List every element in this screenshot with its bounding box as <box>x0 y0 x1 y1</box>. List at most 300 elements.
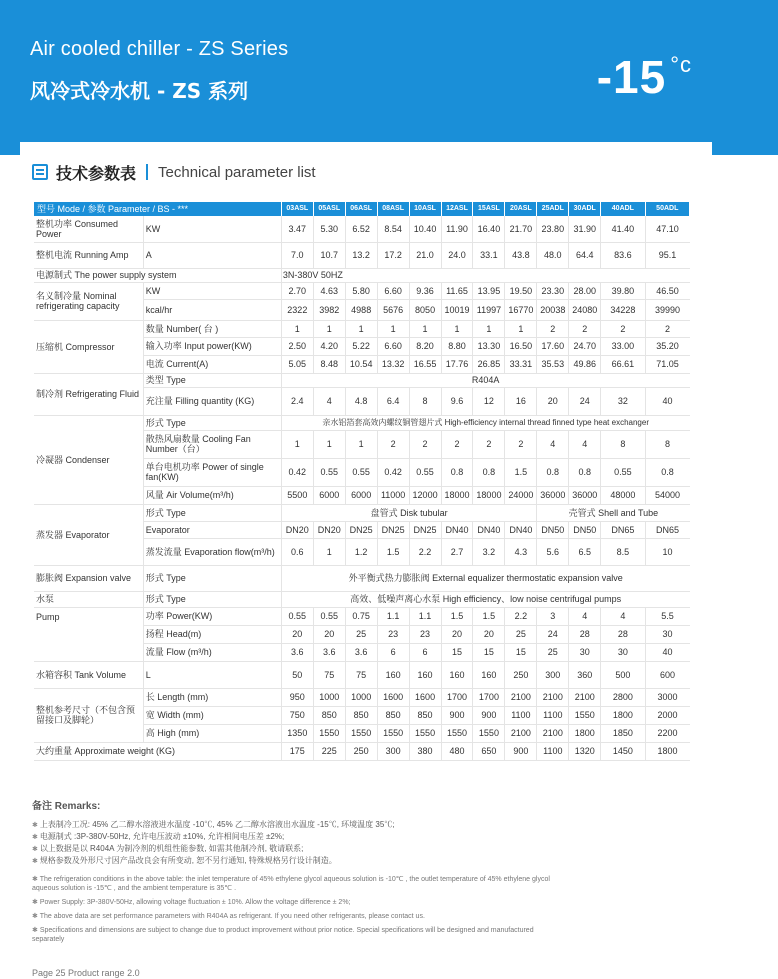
value-cell: 0.55 <box>601 458 645 486</box>
value-cell: 2100 <box>505 724 537 742</box>
value-cell: 43.8 <box>505 242 537 268</box>
value-cell: 83.6 <box>601 242 645 268</box>
value-cell: 5.80 <box>345 282 377 299</box>
value-cell: 24080 <box>569 299 601 320</box>
value-cell: DN25 <box>377 521 409 538</box>
value-cell: 1.1 <box>409 607 441 625</box>
value-cell: 1550 <box>313 724 345 742</box>
value-cell: 1450 <box>601 742 645 760</box>
value-cell: 6.60 <box>377 282 409 299</box>
table-row <box>34 742 690 760</box>
unit-label: 单台电机功率 Power of single fan(KW) <box>143 458 281 486</box>
remark-item: ✱ Power Supply: 3P-380V-50Hz, allowing voltage fluctuation ± 10%. Allow the voltage difference ± 2%; <box>32 898 552 907</box>
value-cell: 20 <box>441 625 473 643</box>
model-header: 40ADL <box>601 202 645 216</box>
value-cell: 9.36 <box>409 282 441 299</box>
value-cell: 17.2 <box>377 242 409 268</box>
value-cell: 175 <box>281 742 313 760</box>
unit-label: 扬程 Head(m) <box>143 625 281 643</box>
table-row <box>34 320 690 337</box>
value-cell: 41.40 <box>601 216 645 242</box>
value-cell: 75 <box>313 661 345 688</box>
value-cell: 2 <box>569 320 601 337</box>
value-cell: 1100 <box>505 706 537 724</box>
value-cell: 48000 <box>601 486 645 504</box>
value-cell: 2 <box>377 430 409 458</box>
value-cell: 31.90 <box>569 216 601 242</box>
value-cell: 25 <box>505 625 537 643</box>
value-cell: 1550 <box>441 724 473 742</box>
value-cell: 10 <box>645 538 689 565</box>
row-label: 水泵 <box>34 591 143 607</box>
value-cell: 12000 <box>409 486 441 504</box>
value-cell: 16.55 <box>409 355 441 373</box>
value-cell: 250 <box>505 661 537 688</box>
value-cell: 2100 <box>569 688 601 706</box>
value-cell: 6.5 <box>569 538 601 565</box>
value-cell: 5500 <box>281 486 313 504</box>
value-cell: 160 <box>441 661 473 688</box>
value-cell: 36000 <box>537 486 569 504</box>
value-cell: 6.60 <box>377 337 409 355</box>
unit-label: 形式 Type <box>143 565 281 591</box>
value-cell: 0.75 <box>345 607 377 625</box>
value-cell: 0.6 <box>281 538 313 565</box>
value-cell: 23 <box>409 625 441 643</box>
value-cell: 300 <box>377 742 409 760</box>
value-cell: 0.8 <box>537 458 569 486</box>
model-header: 06ASL <box>345 202 377 216</box>
value-cell: 5.6 <box>537 538 569 565</box>
value-cell: 20 <box>313 625 345 643</box>
row-label: 膨胀阀 Expansion valve <box>34 565 143 591</box>
value-cell: 1550 <box>473 724 505 742</box>
row-label: 名义制冷量 Nominal refrigerating capacity <box>34 282 143 320</box>
value-cell: 5.22 <box>345 337 377 355</box>
value-cell: 40 <box>645 643 689 661</box>
model-header: 08ASL <box>377 202 409 216</box>
value-cell: 5.5 <box>645 607 689 625</box>
unit-label: 输入功率 Input power(KW) <box>143 337 281 355</box>
value-cell: 13.30 <box>473 337 505 355</box>
value-cell: 1 <box>377 320 409 337</box>
value-cell: 0.42 <box>377 458 409 486</box>
value-cell: 20 <box>281 625 313 643</box>
value-cell: 0.8 <box>473 458 505 486</box>
value-cell: 2800 <box>601 688 645 706</box>
value-cell: 9.6 <box>441 387 473 415</box>
row-label: 整机电流 Running Amp <box>34 242 143 268</box>
value-cell: 1.1 <box>377 607 409 625</box>
value-cell: 33.1 <box>473 242 505 268</box>
row-label: 整机功率 Consumed Power <box>34 216 143 242</box>
table-header-row <box>34 202 690 216</box>
value-cell: 1 <box>473 320 505 337</box>
value-cell: DN40 <box>473 521 505 538</box>
unit-label: 类型 Type <box>143 373 281 387</box>
value-cell: 1800 <box>569 724 601 742</box>
unit-label: A <box>143 242 281 268</box>
value-cell: 23.30 <box>537 282 569 299</box>
value-cell: 1550 <box>345 724 377 742</box>
value-cell: 25 <box>537 643 569 661</box>
unit-label: 流量 Flow (m³/h) <box>143 643 281 661</box>
value-cell: 18000 <box>473 486 505 504</box>
remark-item: ✱ Specifications and dimensions are subject to change due to product improvement without prior notice. Special specifications will be designed and manufactured separately <box>32 926 552 944</box>
value-cell: DN20 <box>313 521 345 538</box>
span-cell: 高效、低噪声离心水泵 High efficiency、low noise centrifugal pumps <box>281 591 689 607</box>
value-cell: 11.65 <box>441 282 473 299</box>
row-label: 冷凝器 Condenser <box>34 415 143 504</box>
value-cell: 8 <box>645 430 689 458</box>
value-cell: 900 <box>473 706 505 724</box>
remark-item: ✱ The refrigeration conditions in the above table: the inlet temperature of 45% ethylene glycol aqueous solution is -10℃ , the outlet temperature of 45% ethylene glycol aqueous solution is -15℃ , and the ambient temperature is 35℃ . <box>32 875 552 893</box>
value-cell: 16 <box>505 387 537 415</box>
value-cell: 750 <box>281 706 313 724</box>
table-row <box>34 242 690 268</box>
value-cell: 1600 <box>409 688 441 706</box>
value-cell: 160 <box>377 661 409 688</box>
value-cell: DN50 <box>537 521 569 538</box>
table-row <box>34 216 690 242</box>
unit-label: 充注量 Filling quantity (KG) <box>143 387 281 415</box>
remarks-en-list <box>32 875 552 944</box>
unit-label: KW <box>143 282 281 299</box>
value-cell: 2 <box>505 430 537 458</box>
section-divider <box>146 164 148 180</box>
value-cell: DN20 <box>281 521 313 538</box>
value-cell: 650 <box>473 742 505 760</box>
section-title-en: Technical parameter list <box>158 163 316 181</box>
row-label: 整机参考尺寸（不包含预留接口及脚轮） <box>34 688 143 742</box>
value-cell: 75 <box>345 661 377 688</box>
value-cell: 10.7 <box>313 242 345 268</box>
value-cell: 1800 <box>601 706 645 724</box>
title-en: Air cooled chiller - ZS Series <box>30 38 289 60</box>
value-cell: 6000 <box>345 486 377 504</box>
value-cell: 17.76 <box>441 355 473 373</box>
unit-label: 数量 Number( 台 ) <box>143 320 281 337</box>
value-cell: 900 <box>441 706 473 724</box>
value-cell: 20 <box>473 625 505 643</box>
value-cell: 0.55 <box>409 458 441 486</box>
value-cell: 850 <box>313 706 345 724</box>
value-cell: 1700 <box>473 688 505 706</box>
value-cell: 1.5 <box>377 538 409 565</box>
value-cell: 6 <box>377 643 409 661</box>
value-cell: 8050 <box>409 299 441 320</box>
table-row <box>34 591 690 607</box>
value-cell: 2.50 <box>281 337 313 355</box>
unit-label: 风量 Air Volume(m³/h) <box>143 486 281 504</box>
value-cell: 28.00 <box>569 282 601 299</box>
value-cell: 4 <box>569 607 601 625</box>
value-cell: 0.42 <box>281 458 313 486</box>
value-cell: 24 <box>569 387 601 415</box>
value-cell: 16770 <box>505 299 537 320</box>
remark-item: ✱ 上表制冷工况: 45% 乙二醇水溶液进水温度 -10℃, 45% 乙二醇水溶液出水温度 -15℃, 环境温度 35℃; <box>32 819 552 831</box>
value-cell: 11000 <box>377 486 409 504</box>
value-cell: 19.50 <box>505 282 537 299</box>
value-cell: 2100 <box>537 724 569 742</box>
value-cell: 1320 <box>569 742 601 760</box>
span-cell: 盘管式 Disk tubular <box>281 504 537 521</box>
row-label: 大约重量 Approximate weight (KG) <box>34 742 281 760</box>
value-cell: 25 <box>345 625 377 643</box>
value-cell: 24.70 <box>569 337 601 355</box>
value-cell: 6.52 <box>345 216 377 242</box>
table-row <box>34 504 690 521</box>
value-cell: DN40 <box>505 521 537 538</box>
value-cell: 2.70 <box>281 282 313 299</box>
value-cell: 49.86 <box>569 355 601 373</box>
model-header: 12ASL <box>441 202 473 216</box>
value-cell: 24000 <box>505 486 537 504</box>
value-cell: 2 <box>441 430 473 458</box>
value-cell: 21.70 <box>505 216 537 242</box>
value-cell: 2 <box>645 320 689 337</box>
value-cell: 36000 <box>569 486 601 504</box>
value-cell: 3000 <box>645 688 689 706</box>
value-cell: 16.40 <box>473 216 505 242</box>
value-cell: 2100 <box>537 688 569 706</box>
value-cell: 1000 <box>313 688 345 706</box>
value-cell: 480 <box>441 742 473 760</box>
value-cell: DN25 <box>409 521 441 538</box>
value-cell: 3.2 <box>473 538 505 565</box>
span-cell: 外平衡式热力膨胀阀 External equalizer thermostatic expansion valve <box>281 565 689 591</box>
model-header: 05ASL <box>313 202 345 216</box>
page-footer: Page 25 Product range 2.0 <box>32 968 140 978</box>
value-cell: 33.31 <box>505 355 537 373</box>
value-cell: 5.30 <box>313 216 345 242</box>
value-cell: 24.0 <box>441 242 473 268</box>
value-cell: 23 <box>377 625 409 643</box>
value-cell: 0.8 <box>441 458 473 486</box>
value-cell: 5.05 <box>281 355 313 373</box>
value-cell: 1000 <box>345 688 377 706</box>
table-row <box>34 282 690 299</box>
value-cell: 2000 <box>645 706 689 724</box>
value-cell: 8.5 <box>601 538 645 565</box>
unit-label: L <box>143 661 281 688</box>
value-cell: 850 <box>409 706 441 724</box>
table-row <box>34 415 690 430</box>
unit-label: kcal/hr <box>143 299 281 320</box>
value-cell: 4 <box>569 430 601 458</box>
value-cell: 71.05 <box>645 355 689 373</box>
value-cell: 1 <box>441 320 473 337</box>
value-cell: 7.0 <box>281 242 313 268</box>
value-cell: 2200 <box>645 724 689 742</box>
model-header: 15ASL <box>473 202 505 216</box>
value-cell: DN65 <box>645 521 689 538</box>
model-header: 50ADL <box>645 202 689 216</box>
table-row <box>34 688 690 706</box>
value-cell: 2 <box>409 430 441 458</box>
value-cell: 13.32 <box>377 355 409 373</box>
value-cell: 11997 <box>473 299 505 320</box>
value-cell: 1 <box>281 430 313 458</box>
value-cell: 2.2 <box>505 607 537 625</box>
value-cell: 4 <box>601 607 645 625</box>
value-cell: 250 <box>345 742 377 760</box>
value-cell: 30 <box>601 643 645 661</box>
value-cell: 13.95 <box>473 282 505 299</box>
document-icon <box>32 164 48 180</box>
value-cell: 160 <box>409 661 441 688</box>
value-cell: 2 <box>537 320 569 337</box>
value-cell: 3.6 <box>313 643 345 661</box>
unit-label: 宽 Width (mm) <box>143 706 281 724</box>
value-cell: 1 <box>345 430 377 458</box>
value-cell: 17.60 <box>537 337 569 355</box>
value-cell: 95.1 <box>645 242 689 268</box>
value-cell: 1.5 <box>505 458 537 486</box>
value-cell: 850 <box>345 706 377 724</box>
value-cell: 21.0 <box>409 242 441 268</box>
row-label: 电源制式 The power supply system <box>34 268 281 282</box>
remarks-cn-list <box>32 819 552 867</box>
value-cell: 2100 <box>505 688 537 706</box>
unit-label: 形式 Type <box>143 591 281 607</box>
value-cell: 40 <box>645 387 689 415</box>
value-cell: 1 <box>281 320 313 337</box>
value-cell: 12 <box>473 387 505 415</box>
value-cell: 5676 <box>377 299 409 320</box>
model-header: 20ASL <box>505 202 537 216</box>
value-cell: 1 <box>409 320 441 337</box>
model-header: 30ADL <box>569 202 601 216</box>
value-cell: 30 <box>569 643 601 661</box>
value-cell: 3.6 <box>345 643 377 661</box>
value-cell: 380 <box>409 742 441 760</box>
value-cell: 39990 <box>645 299 689 320</box>
value-cell: 35.53 <box>537 355 569 373</box>
span-cell: R404A <box>281 373 689 387</box>
unit-label: 电流 Current(A) <box>143 355 281 373</box>
temperature-unit: °c <box>670 52 692 77</box>
table-row <box>34 661 690 688</box>
remark-item: ✱ 规格参数及外形尺寸因产品改良会有所变动, 恕不另行通知, 特殊规格另行设计制造。 <box>32 855 552 867</box>
value-cell: 600 <box>645 661 689 688</box>
value-cell: 1 <box>313 538 345 565</box>
value-cell: DN25 <box>345 521 377 538</box>
value-cell: 32 <box>601 387 645 415</box>
table-row <box>34 373 690 387</box>
model-header: 25ADL <box>537 202 569 216</box>
span-cell: 壳管式 Shell and Tube <box>537 504 690 521</box>
value-cell: 2.7 <box>441 538 473 565</box>
value-cell: 8.20 <box>409 337 441 355</box>
value-cell: 1550 <box>409 724 441 742</box>
unit-label: 长 Length (mm) <box>143 688 281 706</box>
value-cell: 16.50 <box>505 337 537 355</box>
value-cell: 0.55 <box>313 607 345 625</box>
temperature-label <box>597 50 692 104</box>
value-cell: 3.6 <box>281 643 313 661</box>
value-cell: 20038 <box>537 299 569 320</box>
value-cell: 28 <box>601 625 645 643</box>
value-cell: 3.47 <box>281 216 313 242</box>
value-cell: 1.5 <box>441 607 473 625</box>
value-cell: 4 <box>537 430 569 458</box>
value-cell: 950 <box>281 688 313 706</box>
value-cell: 8 <box>601 430 645 458</box>
value-cell: 300 <box>537 661 569 688</box>
value-cell: 1100 <box>537 742 569 760</box>
value-cell: 46.50 <box>645 282 689 299</box>
remarks-title: 备注 Remarks: <box>32 801 101 812</box>
value-cell: 8.48 <box>313 355 345 373</box>
unit-label: 功率 Power(KW) <box>143 607 281 625</box>
value-cell: 64.4 <box>569 242 601 268</box>
value-cell: 2 <box>473 430 505 458</box>
value-cell: DN65 <box>601 521 645 538</box>
value-cell: 0.8 <box>645 458 689 486</box>
value-cell: 8.80 <box>441 337 473 355</box>
value-cell: 23.80 <box>537 216 569 242</box>
row-label: Pump <box>34 607 143 661</box>
value-cell: 66.61 <box>601 355 645 373</box>
value-cell: 2.2 <box>409 538 441 565</box>
value-cell: 1550 <box>569 706 601 724</box>
row-label: 蒸发器 Evaporator <box>34 504 143 565</box>
value-cell: 28 <box>569 625 601 643</box>
value-cell: 6000 <box>313 486 345 504</box>
value-cell: 10019 <box>441 299 473 320</box>
value-cell: 15 <box>473 643 505 661</box>
value-cell: 1800 <box>645 742 689 760</box>
value-cell: 1 <box>505 320 537 337</box>
value-cell: 0.55 <box>313 458 345 486</box>
value-cell: 34228 <box>601 299 645 320</box>
value-cell: 6 <box>409 643 441 661</box>
value-cell: 10.54 <box>345 355 377 373</box>
model-header: 03ASL <box>281 202 313 216</box>
value-cell: 3982 <box>313 299 345 320</box>
row-label: 制冷剂 Refrigerating Fluid <box>34 373 143 415</box>
model-header: 10ASL <box>409 202 441 216</box>
value-cell: 48.0 <box>537 242 569 268</box>
value-cell: 2 <box>601 320 645 337</box>
value-cell: 4.8 <box>345 387 377 415</box>
unit-label: 形式 Type <box>143 415 281 430</box>
remark-item: ✱ 以上数据是以 R404A 为制冷剂的机组性能参数, 如需其他制冷剂, 敬请联系; <box>32 843 552 855</box>
value-cell: 1550 <box>377 724 409 742</box>
value-cell: DN50 <box>569 521 601 538</box>
value-cell: 3 <box>537 607 569 625</box>
unit-label: 蒸发流量 Evaporation flow(m³/h) <box>143 538 281 565</box>
remark-item: ✱ 电源制式 :3P-380V-50Hz, 允许电压波动 ±10%, 允许相间电压差 ±2%; <box>32 831 552 843</box>
value-cell: 11.90 <box>441 216 473 242</box>
value-cell: 1.2 <box>345 538 377 565</box>
value-cell: 1100 <box>537 706 569 724</box>
value-cell: 1.5 <box>473 607 505 625</box>
value-cell: 1 <box>313 430 345 458</box>
value-cell: 225 <box>313 742 345 760</box>
title-cn: 风冷式冷水机 - ZS 系列 <box>30 79 249 103</box>
mode-header: 型号 Mode / 参数 Parameter / BS - *** <box>34 202 281 216</box>
value-cell: 900 <box>505 742 537 760</box>
value-cell: 1700 <box>441 688 473 706</box>
span-cell: 3N-380V 50HZ <box>281 268 689 282</box>
value-cell: 360 <box>569 661 601 688</box>
value-cell: 0.55 <box>345 458 377 486</box>
value-cell: 2322 <box>281 299 313 320</box>
section-heading <box>32 160 316 184</box>
value-cell: 1 <box>313 320 345 337</box>
